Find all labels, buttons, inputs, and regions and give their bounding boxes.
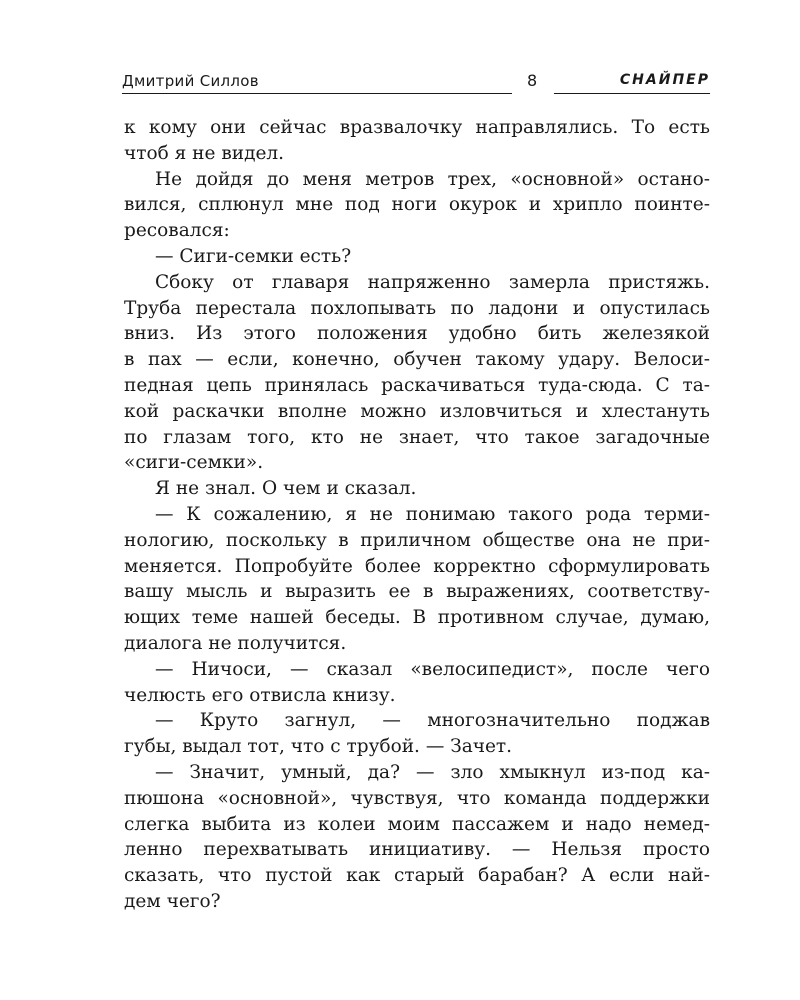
text-line: диалога не получится.: [124, 632, 347, 654]
text-line: — Ничоси, — сказал «велосипедист», после чего: [155, 658, 710, 680]
text-line: Труба перестала похлопывать по ладони и опустилась: [124, 297, 710, 319]
running-header: [122, 72, 710, 96]
body-text: [124, 115, 710, 915]
text-line: педная цепь принялась раскачиваться туда-сюда. С та-: [124, 374, 710, 396]
series-title: СНАЙПЕР: [619, 72, 710, 88]
text-line: пюшона «основной», чувствуя, что команда поддержки: [124, 787, 710, 809]
text-line: ресовался:: [124, 220, 230, 242]
text-line: «сиги-семки».: [124, 452, 264, 474]
text-line: — Значит, умный, да? — зло хмыкнул из-под ка-: [155, 761, 710, 783]
text-line: вашу мысль и выразить ее в выражениях, соответству-: [124, 581, 710, 603]
text-line: сказать, что пустой как старый барабан? А если най-: [124, 865, 710, 887]
text-line: вился, сплюнул мне под ноги окурок и хрипло поинте-: [124, 194, 710, 216]
text-line: Я не знал. О чем и сказал.: [155, 478, 417, 500]
header-rule-left: [122, 93, 512, 94]
text-line: вниз. Из этого положения удобно бить железякой: [124, 323, 710, 345]
text-line: ленно перехватывать инициативу. — Нельзя просто: [124, 839, 710, 861]
text-line: — Круто загнул, — многозначительно поджав: [155, 710, 710, 732]
text-line: челюсть его отвисла книзу.: [124, 684, 396, 706]
text-line: в пах — если, конечно, обучен такому удару. Велоси-: [124, 349, 710, 371]
text-line: меняется. Попробуйте более корректно сформулировать: [124, 555, 710, 577]
text-line: нологию, поскольку в приличном обществе она не при-: [124, 529, 710, 551]
text-line: кой раскачки вполне можно изловчиться и хлестануть: [124, 400, 710, 422]
text-line: ющих теме нашей беседы. В противном случае, думаю,: [124, 607, 710, 629]
text-line: чтоб я не видел.: [124, 142, 285, 164]
header-rule-right: [554, 93, 710, 94]
text-line: дем чего?: [124, 890, 221, 912]
text-line: — К сожалению, я не понимаю такого рода терми-: [155, 503, 710, 525]
author-name: Дмитрий Силлов: [122, 72, 259, 90]
text-line: — Сиги-семки есть?: [155, 245, 352, 267]
text-line: к кому они сейчас вразвалочку направлялись. То есть: [124, 117, 710, 138]
text-line: слегка выбита из колеи моим пассажем и надо немед-: [124, 813, 710, 835]
text-line: по глазам того, кто не знает, что такое загадочные: [124, 426, 710, 448]
text-line: Не дойдя до меня метров трех, «основной» остано-: [155, 168, 710, 190]
page-number: 8: [527, 71, 538, 90]
text-line: губы, выдал тот, что с трубой. — Зачет.: [124, 736, 513, 758]
text-line: Сбоку от главаря напряженно замерла пристяжь.: [155, 271, 710, 293]
